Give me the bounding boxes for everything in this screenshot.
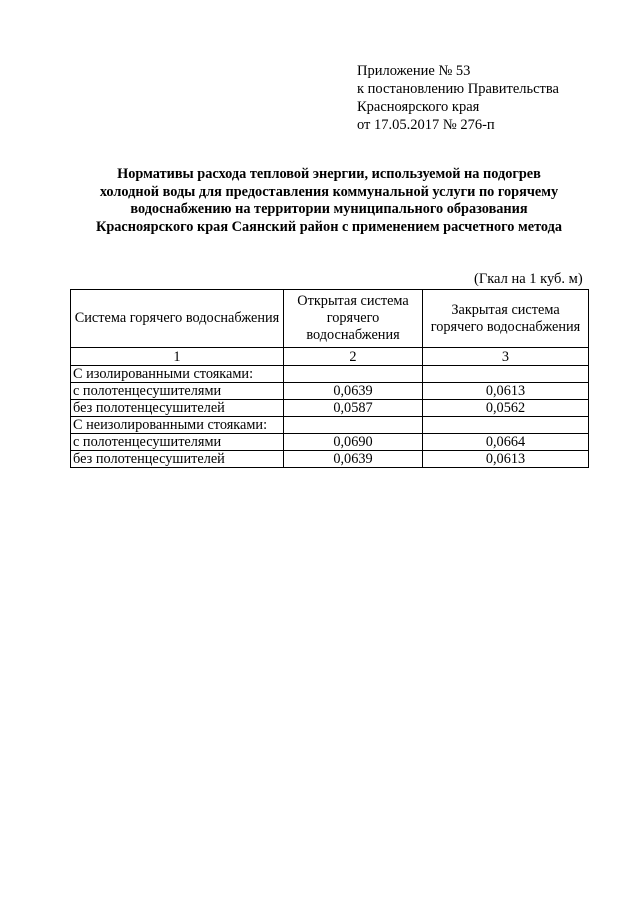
open-system-value: 0,0639 xyxy=(284,451,423,468)
row-label: с полотенцесушителями xyxy=(71,434,284,451)
title-line: водоснабжению на территории муниципального образования xyxy=(130,201,528,217)
table-row xyxy=(71,417,589,434)
table-header-row xyxy=(71,290,589,348)
closed-system-value: 0,0562 xyxy=(423,400,589,417)
open-system-value xyxy=(284,366,423,383)
column-number: 3 xyxy=(423,348,589,366)
row-label: без полотенцесушителей xyxy=(71,451,284,468)
title-line: холодной воды для предоставления коммунальной услуги по горячему xyxy=(99,183,559,200)
title-line: Нормативы расхода тепловой энергии, используемой на подогрев xyxy=(117,166,541,182)
appendix-line: Приложение № 53 xyxy=(357,63,471,79)
open-system-value: 0,0690 xyxy=(284,434,423,451)
table-row xyxy=(71,383,589,400)
open-system-value: 0,0639 xyxy=(284,383,423,400)
appendix-line: Красноярского края xyxy=(357,99,480,115)
closed-system-value xyxy=(423,417,589,434)
title-line: Красноярского края Саянский район с применением расчетного метода xyxy=(95,218,563,235)
norms-table xyxy=(70,289,589,468)
column-number: 1 xyxy=(71,348,284,366)
column-number: 2 xyxy=(284,348,423,366)
appendix-line: к постановлению Правительства xyxy=(357,81,559,97)
table-row xyxy=(71,366,589,383)
open-system-value xyxy=(284,417,423,434)
closed-system-value: 0,0613 xyxy=(423,383,589,400)
row-label: с полотенцесушителями xyxy=(71,383,284,400)
open-system-value: 0,0587 xyxy=(284,400,423,417)
closed-system-value: 0,0613 xyxy=(423,451,589,468)
appendix-line: от 17.05.2017 № 276-п xyxy=(357,117,495,133)
row-label: С изолированными стояками: xyxy=(71,366,284,383)
table-row xyxy=(71,400,589,417)
column-header: Открытая система горячего водоснабжения xyxy=(284,290,423,348)
table-row xyxy=(71,434,589,451)
closed-system-value xyxy=(423,366,589,383)
column-header: Закрытая система горячего водоснабжения xyxy=(423,290,589,348)
table-row xyxy=(71,451,589,468)
closed-system-value: 0,0664 xyxy=(423,434,589,451)
column-number-row xyxy=(71,348,589,366)
row-label: С неизолированными стояками: xyxy=(71,417,284,434)
column-header: Система горячего водоснабжения xyxy=(71,290,284,348)
document-title xyxy=(70,166,588,236)
appendix-header xyxy=(357,62,559,134)
row-label: без полотенцесушителей xyxy=(71,400,284,417)
units-label: (Гкал на 1 куб. м) xyxy=(474,271,583,287)
